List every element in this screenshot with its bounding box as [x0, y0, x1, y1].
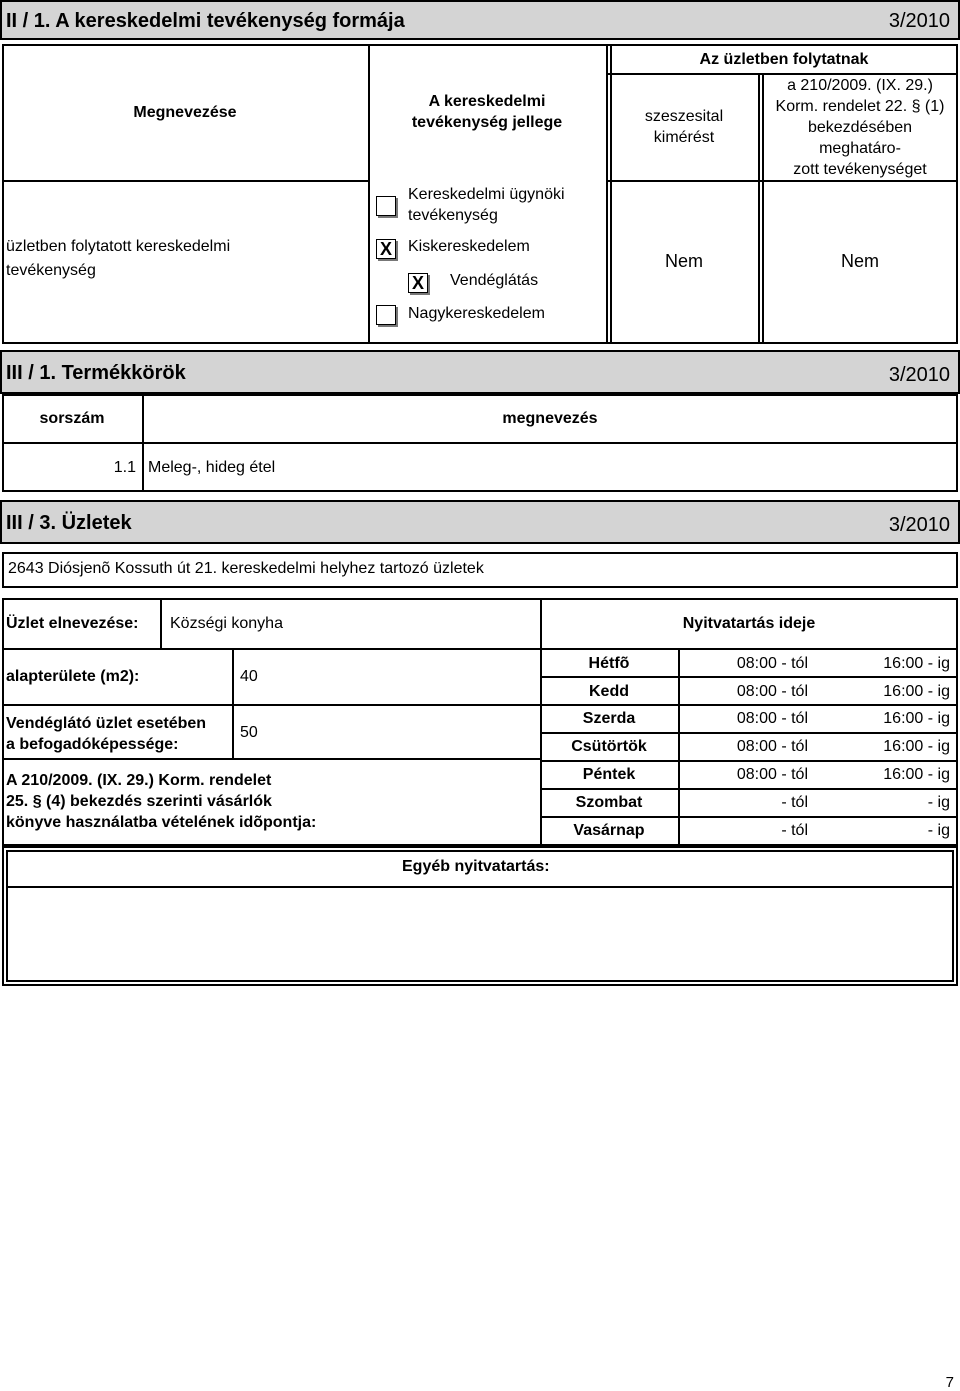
- hours-from: 08:00 - tól: [736, 710, 808, 727]
- opt-ugynoki-2: tevékenység: [408, 207, 498, 224]
- hours-to: 16:00 - ig: [883, 655, 950, 672]
- opt-kisker: Kiskereskedelem: [408, 238, 530, 255]
- hours-from: 08:00 - tól: [736, 655, 808, 672]
- termek-row-megnevezes: Meleg-, hideg étel: [148, 459, 276, 476]
- col-korm-header-3: bekezdésében: [807, 119, 913, 136]
- label-befogado-1: Vendéglátó üzlet esetében: [6, 715, 207, 732]
- col-korm-header-4: meghatáro-: [819, 140, 901, 157]
- label-konyv-1: A 210/2009. (IX. 29.) Korm. rendelet: [6, 772, 272, 789]
- label-alapterulet: alapterülete (m2):: [6, 668, 140, 685]
- col-szesz-header-1: szeszesital: [644, 108, 724, 125]
- label-befogado-2: a befogadóképessége:: [6, 736, 179, 753]
- hours-to: 16:00 - ig: [883, 738, 950, 755]
- col-korm-header-5: zott tevékenységet: [793, 161, 927, 178]
- section-header-uzletek: [0, 500, 960, 544]
- hours-day: Szombat: [575, 794, 643, 811]
- checkbox-kisker[interactable]: X: [376, 239, 396, 259]
- col-jelleg-header-2: tevékenység jellege: [411, 114, 563, 131]
- section-header-forma: [0, 0, 960, 40]
- checkbox-vendeg[interactable]: X: [408, 273, 428, 293]
- page-number: 7: [945, 1374, 954, 1391]
- hours-to: 16:00 - ig: [883, 683, 950, 700]
- opt-nagyker: Nagykereskedelem: [408, 305, 545, 322]
- section-header-termekkorok: [0, 350, 960, 394]
- section-title: II / 1. A kereskedelmi tevékenység formája: [6, 10, 405, 32]
- hours-from: - tól: [781, 822, 808, 839]
- hours-from: 08:00 - tól: [736, 766, 808, 783]
- value-uzlet-elnevezes: Községi konyha: [170, 615, 283, 632]
- checkbox-nagyker[interactable]: [376, 305, 396, 325]
- hours-from: - tól: [781, 794, 808, 811]
- col-folytatnak-header: Az üzletben folytatnak: [699, 51, 869, 68]
- label-egyeb-nyitvatartas: Egyéb nyitvatartás:: [402, 858, 550, 875]
- col-korm-header-1: a 210/2009. (IX. 29.): [787, 77, 933, 94]
- col-szesz-header-2: kimérést: [653, 129, 715, 146]
- label-konyv-2: 25. § (4) bekezdés szerinti vásárlók: [6, 793, 272, 810]
- address-text: 2643 Diósjenõ Kossuth út 21. kereskedelmi helyhez tartozó üzletek: [8, 560, 484, 577]
- hours-from: 08:00 - tól: [736, 738, 808, 755]
- termek-row-sorszam: 1.1: [113, 459, 136, 476]
- hours-to: 16:00 - ig: [883, 766, 950, 783]
- hours-day: Kedd: [589, 683, 629, 700]
- hours-from: 08:00 - tól: [736, 683, 808, 700]
- checkbox-ugynoki[interactable]: [376, 196, 396, 216]
- label-nyitvatartas: Nyitvatartás ideje: [682, 615, 816, 632]
- label-uzlet-elnevezes: Üzlet elnevezése:: [6, 615, 139, 632]
- hours-to: - ig: [927, 822, 950, 839]
- col-sorszam-header: sorszám: [39, 410, 105, 427]
- value-befogado: 50: [240, 724, 258, 741]
- row-name-2: tevékenység: [6, 262, 96, 279]
- value-alapterulet: 40: [240, 668, 258, 685]
- section-date: 3/2010: [888, 10, 950, 32]
- hours-day: Vasárnap: [573, 822, 645, 839]
- hours-day: Csütörtök: [571, 738, 647, 755]
- hours-day: Szerda: [582, 710, 636, 727]
- col-megnevezes-header: megnevezés: [502, 410, 598, 427]
- hours-to: - ig: [927, 794, 950, 811]
- section-date: 3/2010: [888, 364, 950, 386]
- hours-day: Hétfõ: [588, 655, 630, 672]
- opt-ugynoki-1: Kereskedelmi ügynöki: [408, 186, 565, 203]
- val-szeszesital: Nem: [664, 251, 703, 271]
- label-konyv-3: könyve használatba vételének idõpontja:: [6, 814, 317, 831]
- opt-vendeg: Vendéglátás: [450, 272, 539, 289]
- val-korm-tevekenyseg: Nem: [840, 251, 879, 271]
- section-title: III / 1. Termékkörök: [6, 362, 186, 384]
- section-date: 3/2010: [888, 514, 950, 536]
- col-megnevezes-header: Megnevezése: [133, 104, 237, 121]
- col-jelleg-header-1: A kereskedelmi: [428, 93, 546, 110]
- hours-day: Péntek: [582, 766, 636, 783]
- section-title: III / 3. Üzletek: [6, 512, 132, 534]
- col-korm-header-2: Korm. rendelet 22. § (1): [775, 98, 945, 115]
- hours-to: 16:00 - ig: [883, 710, 950, 727]
- row-name-1: üzletben folytatott kereskedelmi: [6, 238, 231, 255]
